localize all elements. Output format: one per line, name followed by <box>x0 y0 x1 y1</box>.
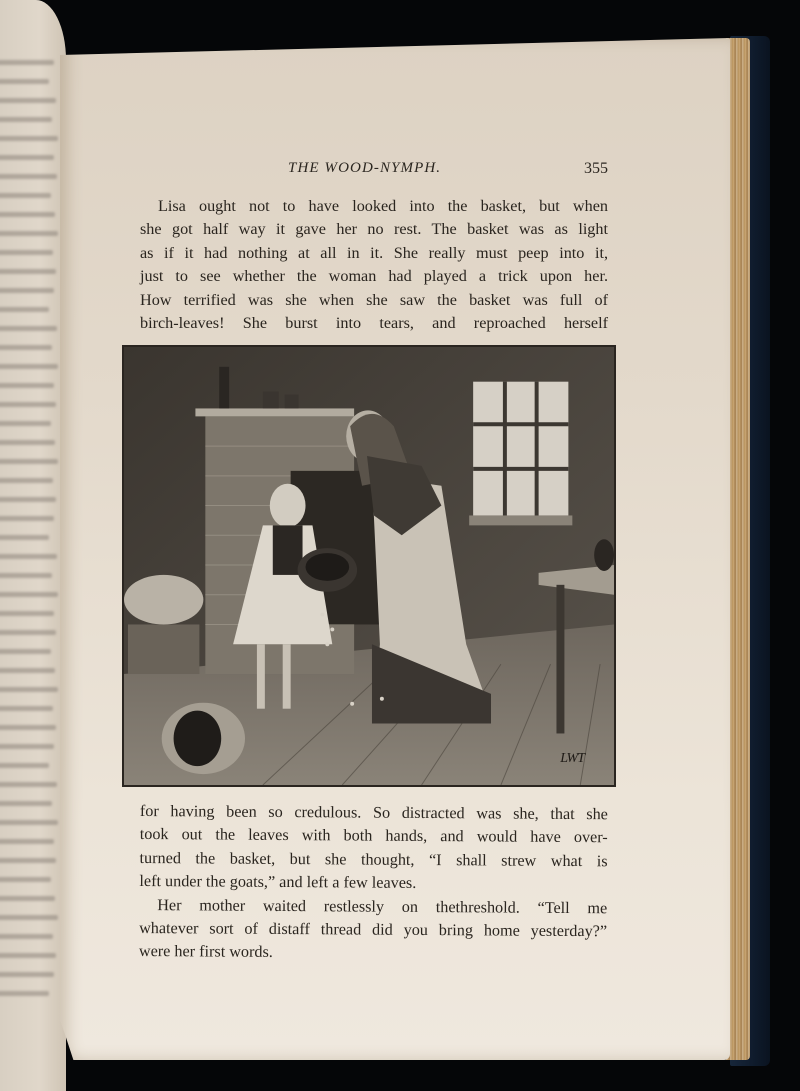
text-line: as if it had nothing at all in it. She really must peep into it, <box>140 243 608 262</box>
text-line: birch-leaves! She burst into tears, and reproached herself <box>140 314 608 333</box>
blurred-facing-text <box>0 60 64 1060</box>
artist-monogram: LWT <box>560 751 584 766</box>
running-head <box>288 160 618 182</box>
illustration-scene <box>124 347 614 785</box>
text-line: turned the basket, but she thought, “I shall strew what is <box>139 848 608 871</box>
text-line: just to see whether the woman had played a trick upon her. <box>140 267 608 286</box>
text-line: Lisa ought not to have looked into the basket, but when <box>158 197 608 215</box>
text-line: whatever sort of distaff thread did you bring home yesterday?” <box>139 919 608 941</box>
text-line: for having been so credulous. So distracted was she, that she <box>139 801 608 824</box>
paragraph-2 <box>139 800 608 967</box>
text-line: How terrified was she when she saw the basket was full of <box>140 290 608 309</box>
chapter-title: THE WOOD-NYMPH. <box>288 160 442 176</box>
text-line: Her mother waited restlessly on thethreshold. “Tell me <box>157 895 608 917</box>
text-line: she got half way it gave her no rest. The basket was as light <box>140 220 608 239</box>
text-line: took out the leaves with both hands, and would have over- <box>139 825 608 847</box>
left-facing-page <box>0 0 66 1091</box>
page-number: 355 <box>584 160 608 177</box>
engraving-illustration <box>122 345 616 787</box>
text-line: left under the goats,” and left a few leaves. <box>139 872 417 893</box>
paragraph-1 <box>140 195 608 335</box>
text-line: were her first words. <box>138 942 273 962</box>
